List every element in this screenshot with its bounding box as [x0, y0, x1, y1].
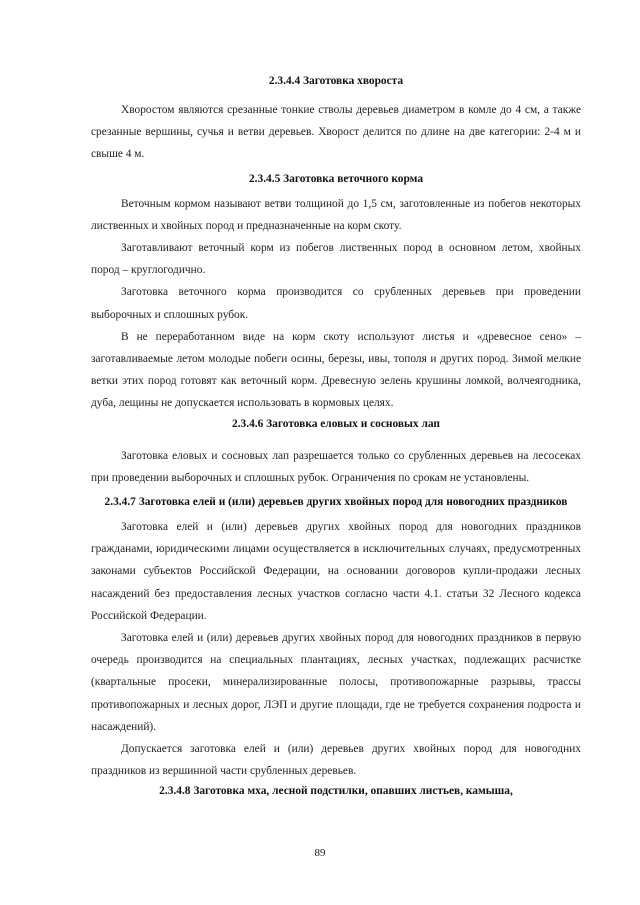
section-heading-2-3-4-7: 2.3.4.7 Заготовка елей и (или) деревьев других хвойных пород для новогодних праздников — [104, 496, 568, 509]
paragraph: Хворостом являются срезанные тонкие стволы деревьев диаметром в комле до 4 см, а также срезанные вершины, сучья и ветви деревьев. Хворост делится по длине на две категории: 2-4 м и свыше 4 м. — [91, 104, 581, 161]
paragraph: Допускается заготовка елей и (или) деревьев других хвойных пород для новогодних праздников из вершинной части срубленных деревьев. — [91, 743, 581, 778]
paragraph: В не переработанном виде на корм скоту используют листья и «древесное сено» – заготавливаемые летом молодые побеги осины, березы, ивы, тополя и других пород. Зимой мелкие ветки этих пород готовят как веточный корм. Древесную зелень крушины ломкой, волчеягодника, дуба, лещины не допускается использовать в кормовых целях. — [91, 330, 581, 410]
document-page — [91, 74, 581, 799]
section-heading-2-3-4-4: 2.3.4.4 Заготовка хвороста — [268, 75, 404, 87]
section-body-2-3-4-5 — [91, 193, 581, 415]
section-body-2-3-4-4 — [91, 99, 581, 166]
paragraph: Заготовка веточного корма производится со срубленных деревьев при проведении выборочных и сплошных рубок. — [91, 286, 581, 321]
paragraph: Заготовка елей и (или) деревьев других хвойных пород для новогодних праздников гражданами, юридическими лицами осуществляется в исключительных случаях, предусмотренных законами субъектов Российской Федерации, на основании договоров купли-продажи лесных насаждений без предоставления лесных участков согласно части 4.1. статьи 32 Лесного кодекса Российской Федерации. — [91, 521, 581, 622]
paragraph: Заготовка елей и (или) деревьев других хвойных пород для новогодних праздников в первую очередь производится на специальных плантациях, лесных участках, подлежащих расчистке (квартальные просеки, минерализированные полосы, противопожарные разрывы, трассы противопожарных и лесных дорог, ЛЭП и другие площади, где не требуется сохранения подроста и насаждений). — [91, 632, 581, 733]
paragraph: Веточным кормом называют ветви толщиной до 1,5 см, заготовленные из побегов некоторых лиственных и хвойных пород и предназначенные на корм скоту. — [91, 197, 581, 232]
section-heading-2-3-4-6: 2.3.4.6 Заготовка еловых и сосновых лап — [232, 417, 440, 430]
section-body-2-3-4-7 — [91, 516, 581, 782]
page-number: 89 — [314, 847, 326, 859]
paragraph: Заготовка еловых и сосновых лап разрешается только со срубленных деревьев на лесосеках при проведении выборочных и сплошных рубок. Ограничения по срокам не установлены. — [91, 449, 581, 484]
section-heading-2-3-4-5: 2.3.4.5 Заготовка веточного корма — [248, 172, 424, 185]
section-heading-2-3-4-8: 2.3.4.8 Заготовка мха, лесной подстилки, опавших листьев, камыша, — [159, 785, 513, 798]
section-body-2-3-4-6 — [91, 445, 581, 489]
paragraph: Заготавливают веточный корм из побегов лиственных пород в основном летом, хвойных пород – круглогодично. — [91, 242, 581, 277]
